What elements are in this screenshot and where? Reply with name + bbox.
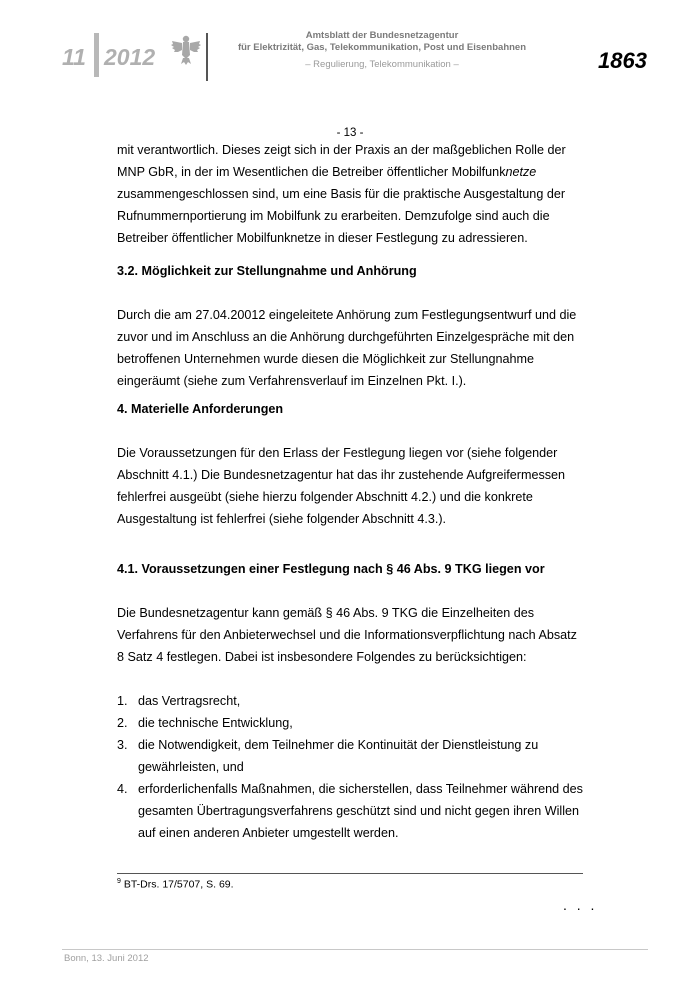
paragraph-1-italic: netze	[505, 165, 537, 179]
list-item-number: 1.	[117, 694, 128, 708]
considerations-list	[117, 690, 587, 844]
list-item	[117, 712, 587, 734]
heading-4-1: 4.1. Voraussetzungen einer Festlegung nach § 46 Abs. 9 TKG liegen vor	[117, 562, 545, 576]
federal-eagle-icon	[170, 33, 202, 67]
footnote	[117, 878, 234, 891]
list-item-text: die Notwendigkeit, dem Teilnehmer die Kontinuität der Dienstleistung zu gewährleisten, und	[138, 738, 539, 774]
header-divider-bar	[94, 33, 99, 77]
footer-rule	[62, 949, 648, 950]
list-item-text: das Vertragsrecht,	[138, 694, 241, 708]
page-number: 1863	[598, 48, 647, 73]
list-item	[117, 778, 587, 844]
footnote-separator	[117, 873, 583, 874]
paragraph-2: Durch die am 27.04.20012 eingeleitete Anhörung zum Festlegungsentwurf und die zuvor und im Anschluss an die Anhörung durchgeführten Einzelgespräche mit den betroffenen Unternehmen wurde diesen die Möglichkeit zur Stellungnahme eingeräumt (siehe zum Verfahrensverlauf im Einzelnen Pkt. I.).	[117, 308, 577, 388]
list-item-number: 4.	[117, 782, 128, 796]
inner-page-number: - 13 -	[336, 127, 364, 139]
gazette-title-line1: Amtsblatt der Bundesnetzagentur	[305, 30, 459, 41]
gazette-title	[230, 30, 534, 54]
header-divider-line	[206, 33, 208, 81]
issue-year: 2012	[104, 44, 156, 70]
list-item	[117, 690, 587, 712]
list-item-number: 3.	[117, 738, 128, 752]
list-item-number: 2.	[117, 716, 128, 730]
issue-number: 11	[62, 44, 86, 70]
paragraph-1-end: zusammengeschlossen sind, um eine Basis für die praktische Ausgestaltung der Rufnummernportierung im Mobilfunk zu erarbeiten. Demzufolge sind auch die Betreiber öffentlicher Mobilfunknetze in dieser Festlegung zu adressieren.	[117, 187, 566, 245]
paragraph-4: Die Bundesnetzagentur kann gemäß § 46 Abs. 9 TKG die Einzelheiten des Verfahrens für den Anbieterwechsel und die Informationsverpflichtung nach Absatz 8 Satz 4 festlegen. Dabei ist insbesondere Folgendes zu berücksichtigen:	[117, 606, 577, 664]
paragraph-3: Die Voraussetzungen für den Erlass der Festlegung liegen vor (siehe folgender Abschnitt 4.1.) Die Bundesnetzagentur hat das ihr zustehende Aufgreifermessen fehlerfrei ausgeübt (siehe hierzu folgender Abschnitt 4.2.) und die konkrete Ausgestaltung ist fehlerfrei (siehe folgender Abschnitt 4.3.).	[117, 446, 566, 526]
heading-4: 4. Materielle Anforderungen	[117, 402, 284, 416]
footnote-marker: 9	[117, 878, 121, 885]
document-body	[117, 139, 587, 844]
continuation-dots: . . .	[563, 897, 598, 913]
footnote-text: BT-Drs. 17/5707, S. 69.	[120, 878, 234, 891]
paragraph-1-start: mit verantwortlich. Dieses zeigt sich in der Praxis an der maßgeblichen Rolle der MNP GbR, in der im Wesentlichen die Betreiber öffentlicher Mobilfunk	[117, 143, 566, 179]
heading-3-2: 3.2. Möglichkeit zur Stellungnahme und Anhörung	[117, 264, 417, 278]
list-item-text: die technische Entwicklung,	[138, 716, 293, 730]
list-item-text: erforderlichenfalls Maßnahmen, die sicherstellen, dass Teilnehmer während des gesamten Übertragungsverfahrens geschützt sind und nicht gegen ihren Willen auf einen anderen Anbieter umgestellt werden.	[138, 782, 583, 840]
footer-place-date: Bonn, 13. Juni 2012	[64, 953, 149, 964]
gazette-subtitle: – Regulierung, Telekommunikation –	[305, 59, 459, 70]
gazette-title-line2: für Elektrizität, Gas, Telekommunikation, Post und Eisenbahnen	[237, 42, 527, 53]
list-item	[117, 734, 587, 778]
paragraph-1	[117, 139, 587, 249]
